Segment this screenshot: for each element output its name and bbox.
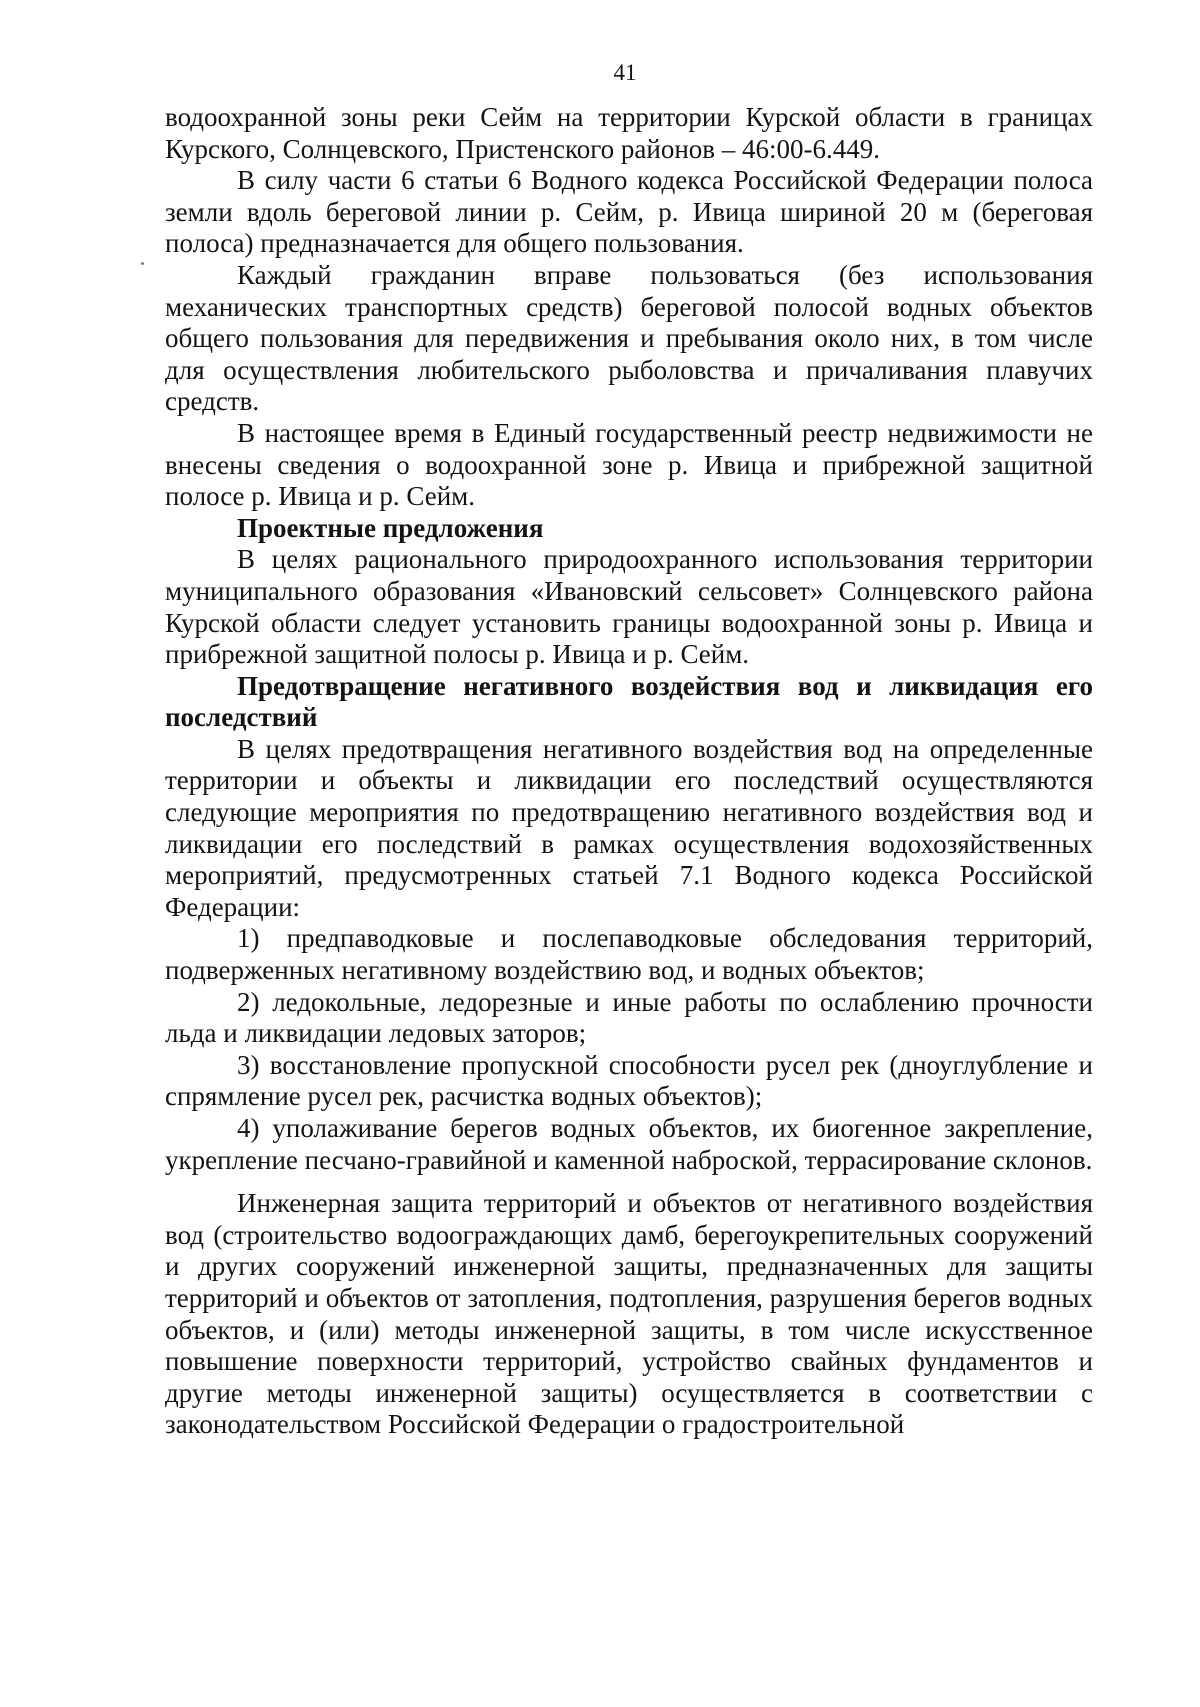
page-number: 41	[613, 60, 637, 85]
paragraph-measures-intro: В целях предотвращения негативного воздействия вод на определенные территории и объекты и ликвидации его последствий осуществляются следующие мероприятия по предотвращению негативного воздействия вод и ликвидации его последствий в рамках осуществления водохозяйственных мероприятий, предусмотренных статьей 7.1 Водного кодекса Российской Федерации:	[165, 733, 1093, 922]
list-item-4: 4) уполаживание берегов водных объектов, их биогенное закрепление, укрепление песчано-гравийной и каменной наброской, террасирование склонов.	[165, 1113, 1093, 1175]
list-item-2: 2) ледокольные, ледорезные и иные работы по ослаблению прочности льда и ликвидации ледовых заторов;	[165, 986, 1093, 1049]
document-body	[165, 102, 1093, 1441]
paragraph-coastal-strip: В силу части 6 статьи 6 Водного кодекса Российской Федерации полоса земли вдоль береговой линии р. Сейм, р. Ивица шириной 20 м (береговая полоса) предназначается для общего пользования.	[165, 165, 1093, 259]
paragraph-registry: В настоящее время в Единый государственный реестр недвижимости не внесены сведения о водоохранной зоне р. Ивица и прибрежной защитной полосе р. Ивица и р. Сейм.	[165, 417, 1093, 512]
list-item-3: 3) восстановление пропускной способности русел рек (дноуглубление и спрямление русел рек, расчистка водных объектов);	[165, 1049, 1093, 1112]
list-item-1: 1) предпаводковые и послепаводковые обследования территорий, подверженных негативному воздействию вод, и водных объектов;	[165, 923, 1093, 986]
heading-negative-impact: Предотвращение негативного воздействия вод и ликвидация его последствий	[165, 670, 1093, 733]
scan-speck	[141, 262, 144, 265]
paragraph-citizen-rights: Каждый гражданин вправе пользоваться (без использования механических транспортных средств) береговой полосой водных объектов общего пользования для передвижения и пребывания около них, в том числе для осуществления любительского рыболовства и причаливания плавучих средств.	[165, 259, 1093, 417]
paragraph-proposal: В целях рационального природоохранного использования территории муниципального образования «Ивановский сельсовет» Солнцевского района Курской области следует установить границы водоохранной зоны р. Ивица и прибрежной защитной полосы р. Ивица и р. Сейм.	[165, 544, 1093, 670]
paragraph-continuation: водоохранной зоны реки Сейм на территории Курской области в границах Курского, Солнцевского, Пристенского районов – 46:00-6.449.	[165, 102, 1093, 164]
heading-project-proposals: Проектные предложения	[237, 512, 544, 543]
paragraph-engineering-protection: Инженерная защита территорий и объектов от негативного воздействия вод (строительство водоограждающих дамб, берегоукрепительных сооружений и других сооружений инженерной защиты, предназначенных для защиты территорий и объектов от затопления, подтопления, разрушения берегов водных объектов, и (или) методы инженерной защиты, в том числе искусственное повышение поверхности территорий, устройство свайных фундаментов и другие методы инженерной защиты) осуществляется в соответствии с законодательством Российской Федерации о градостроительной	[165, 1188, 1093, 1440]
